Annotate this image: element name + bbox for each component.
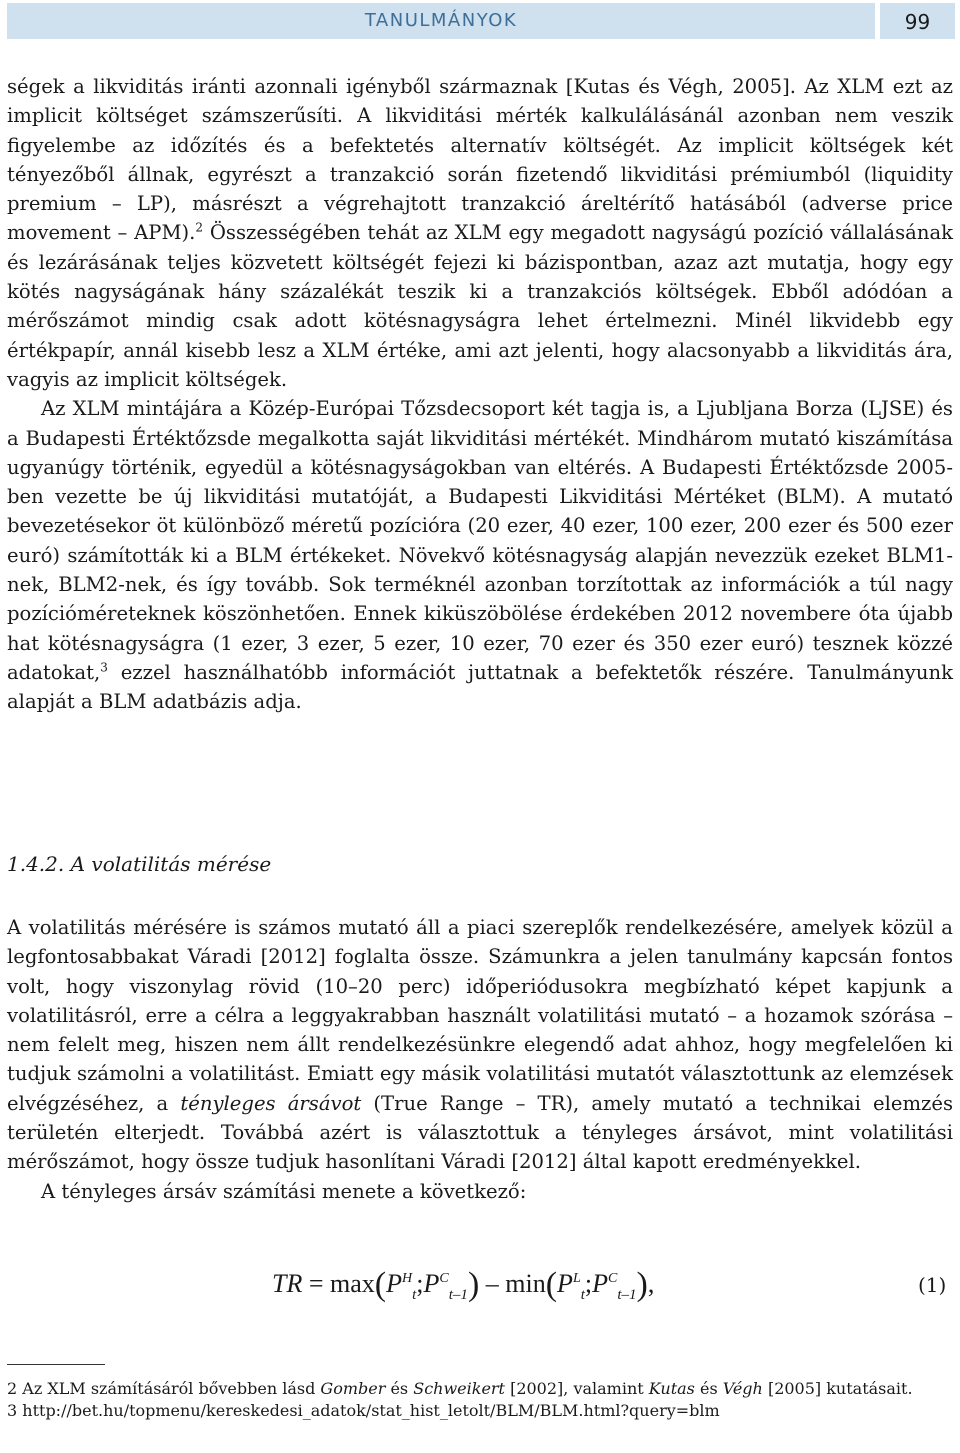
body-text-top — [7, 72, 953, 717]
footnote-2-text-c: [2005] kutatásait. — [762, 1379, 913, 1398]
paragraph-4: A tényleges ársáv számítási menete a következő: — [41, 1179, 527, 1203]
footnotes — [7, 1378, 953, 1422]
equation-minus: – — [485, 1269, 499, 1298]
footnote-3-url[interactable]: http://bet.hu/topmenu/kereskedesi_adatok/stat_hist_letolt/BLM/BLM.html?query=blm — [17, 1401, 720, 1420]
footnote-2-text-b: [2002], valamint — [504, 1379, 649, 1398]
paragraph-1 — [7, 72, 953, 394]
equation-p-high: P — [386, 1269, 402, 1298]
equation-paren-open-1: ( — [374, 1266, 387, 1303]
equation-sub-t-1: t — [412, 1287, 417, 1303]
page-number: 99 — [880, 3, 955, 39]
equation-sup-c-2: C — [608, 1271, 618, 1286]
footnote-2-author-schweikert: Schweikert — [413, 1379, 505, 1398]
equation-sup-l: L — [572, 1271, 581, 1286]
equation-sep-2: ; — [584, 1269, 593, 1298]
footnote-2 — [7, 1378, 953, 1400]
paragraph-3-italic-term: tényleges ársávot — [180, 1091, 362, 1115]
paragraph-2 — [7, 394, 953, 716]
footnote-3 — [7, 1400, 953, 1422]
footnote-divider — [7, 1364, 105, 1365]
footnote-ref-3[interactable]: 3 — [100, 660, 108, 675]
equation-sep-1: ; — [416, 1269, 424, 1298]
equation-equals: = — [308, 1269, 324, 1298]
equation-p-close-2: P — [592, 1269, 609, 1298]
footnote-2-and-2: és — [694, 1379, 723, 1398]
equation-p-low: P — [557, 1269, 573, 1298]
equation-sub-t-2: t — [580, 1287, 585, 1303]
equation-lhs: TR — [272, 1269, 303, 1298]
footnote-3-number: 3 — [7, 1401, 18, 1420]
footnote-2-author-vegh: Végh — [722, 1379, 763, 1398]
section-heading: 1.4.2. A volatilitás mérése — [7, 852, 272, 876]
equation-true-range — [272, 1266, 654, 1304]
running-header — [7, 3, 947, 39]
equation-sub-t1-2: t–1 — [617, 1287, 637, 1303]
equation-sup-c-1: C — [439, 1271, 449, 1286]
paragraph-2-text-a: Az XLM mintájára a Közép-Európai Tőzsdecsoport két tagja is, a Ljubljana Borza (LJSE) és a Budapesti Értéktőzsde megalkotta saját likviditási mértékét. Mindhárom mutató kiszámítása ugyanúgy történik, egyedül a kötésnagyságokban van eltérés. A Budapesti Értéktőzsde 2005-ben vezette be új likviditási mutatóját, a Budapesti Likviditási Mértéket (BLM). A mutató bevezetésekor öt különböző méretű pozícióra (20 ezer, 40 ezer, 100 ezer, 200 ezer és 500 ezer euró) számították ki a BLM értékeket. Növekvő kötésnagyság alapján nevezzük ezeket BLM1-nek, BLM2-nek, és így tovább. Sok terméknél azonban torzítottak az információk a túl nagy pozícióméreteknek köszönhetően. Ennek kiküszöbölése érdekében 2012 novembere óta újabb hat kötésnagyságra (1 ezer, 3 ezer, 5 ezer, 10 ezer, 70 ezer és 350 ezer euró) tesznek közzé adatokat, — [7, 397, 953, 684]
paragraph-3-text-a: A volatilitás mérésére is számos mutató áll a piaci szereplők rendelkezésére, amelyek közül a legfontosabbakat Váradi [2012] foglalta össze. Számunkra a jelen tanulmány kapcsán fontos volt, hogy viszonylag rövid (10–20 perc) időperiódusokra megbízható képet kapjunk a volatilitásról, erre a célra a leggyakrabban használt volatilitási mutató – a hozamok szórása – nem felelt meg, hiszen nem állt rendelkezésünkre elegendő adat ahhoz, hogy megfelelően ki tudjuk számolni a volatilitást. Emiatt egy másik volatilitási mutatót választottunk az elemzések elvégzéséhez, a — [7, 916, 953, 1115]
equation-sub-t1-1: t–1 — [448, 1287, 468, 1303]
equation-paren-open-2: ( — [545, 1266, 558, 1303]
paragraph-3 — [7, 913, 953, 1177]
body-text-bottom — [7, 913, 953, 1206]
equation-comma: , — [647, 1269, 655, 1298]
header-title: TANULMÁNYOK — [7, 3, 875, 39]
equation-paren-close-1: ) — [467, 1266, 480, 1303]
paragraph-2-text-b: ezzel használhatóbb információt juttatnak a befektetők részére. Tanulmányunk alapját a BLM adatbázis adja. — [7, 660, 953, 714]
footnote-2-and-1: és — [385, 1379, 414, 1398]
equation-max: max — [330, 1269, 375, 1298]
footnote-2-number: 2 — [7, 1379, 18, 1398]
paragraph-1-text-a: ségek a likviditás iránti azonnali igényből származnak [Kutas és Végh, 2005]. Az XLM ezt az implicit költséget számszerűsíti. A likviditási mérték kalkulálásánál azonban nem veszik figyelembe az időzítés és a befektetés alternatív költségét. Az implicit költségek két tényezőből állnak, egyrészt a tranzakció során fizetendő likviditási prémiumból (liquidity premium – LP), másrészt a végrehajtott tranzakció áreltérítő hatásából (adverse price movement – APM). — [7, 75, 953, 245]
paragraph-1-text-b: Összességében tehát az XLM egy megadott nagyságú pozíció vállalásának és lezárásának teljes közvetett költségét fejezi ki bázispontban, azaz azt mutatja, hogy egy kötés nagyságának hány százalékát teszik ki a tranzakciós költségek. Ebből adódóan a mérőszámot mindig csak adott kötésnagyságra lehet értelmezni. Minél likvidebb egy értékpapír, annál kisebb lesz a XLM értéke, ami azt jelenti, hogy alacsonyabb a likviditás ára, vagyis az implicit költségek. — [7, 221, 954, 391]
footnote-ref-2[interactable]: 2 — [195, 220, 204, 235]
paragraph-3-text-b: (True Range – TR), amely mutató a technikai elemzés területén elterjedt. Továbbá azért is választottuk a tényleges ársávot, mint volatilitási mérőszámot, hogy össze tudjuk hasonlítani Váradi [2012] által kapott eredményekkel. — [7, 1091, 954, 1174]
footnote-2-text-a: Az XLM számításáról bővebben lásd — [17, 1379, 321, 1398]
footnote-2-author-kutas: Kutas — [648, 1379, 695, 1398]
equation-sup-h: H — [402, 1271, 413, 1286]
equation-number: (1) — [918, 1273, 947, 1297]
equation-p-close-1: P — [423, 1269, 440, 1298]
equation-paren-close-2: ) — [636, 1266, 648, 1303]
footnote-2-author-gomber: Gomber — [320, 1379, 386, 1398]
equation-min: min — [505, 1269, 546, 1298]
